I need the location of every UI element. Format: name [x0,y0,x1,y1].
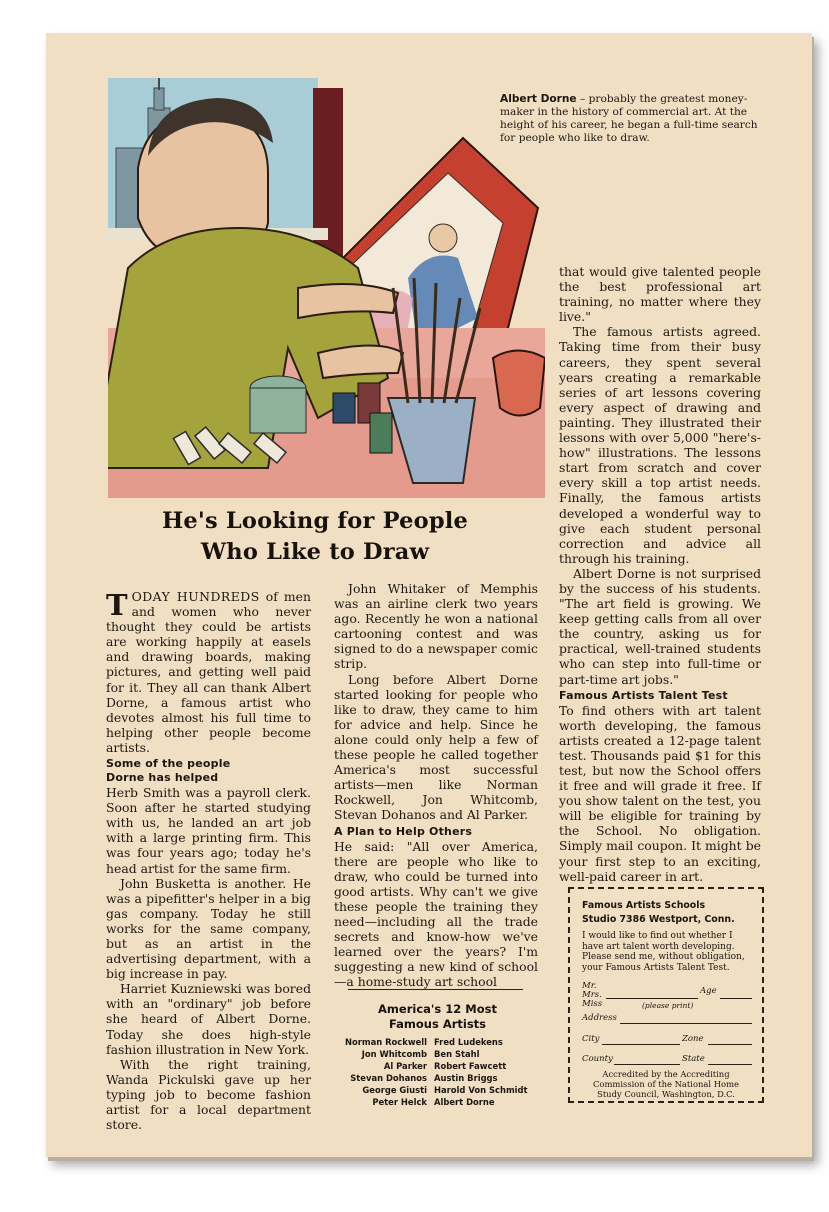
artist-row [330,1060,545,1072]
divider [348,989,523,990]
subheading-talent-test: Famous Artists Talent Test [559,688,728,702]
artists-box-title [340,1002,535,1032]
coupon-body: I would like to find out whether I have art talent worth developing. Please send me, without obligation, your Famous Artists Talent Test. [582,931,745,973]
paragraph: John Busketta is another. He was a pipefitter's helper in a big gas company. Today he still works for the same company, but as an artist in the advertising department, with a big increase in pay. [106,875,311,982]
artist-name: George Giusti [362,1085,427,1095]
address-label: Address [582,1013,617,1023]
subheading-plan: A Plan to Help Others [334,824,473,838]
paragraph: To find others with art talent worth developing, the famous artists created a 12-page talent test. Thousands paid $1 for this test, but now the School offers it free and will grade it free. If you show talent on the test, you will be eligible for training by the School. No obligation. Simply mail coupon. It might be your first step to an exciting, well-paid career in art. [559,702,761,884]
caption-text: – probably the greatest money-maker in the history of commercial art. At the height of his career, he began a full-time search for people who like to draw. [500,93,758,144]
artist-name: Austin Briggs [434,1073,498,1083]
artists-title-line-1: America's 12 Most [378,1002,497,1016]
artist-row [330,1072,545,1084]
artist-row [330,1084,545,1096]
paragraph: Herb Smith was a payroll clerk. Soon after he started studying with us, he landed an art job with a large printing firm. This was four years ago; today he's head artist for the same firm. [106,785,311,876]
illustration-caption [500,93,762,145]
coupon-accreditation: Accredited by the Accrediting Commission of the National Home Study Council, Washington, D.C. [593,1069,739,1099]
artists-title-line-2: Famous Artists [388,1017,487,1031]
county-line[interactable] [614,1064,680,1065]
coupon-studio: Studio 7386 Westport, Conn. [582,914,735,925]
artist-row [330,1096,545,1108]
coupon-header [582,899,735,927]
article-column-3 [559,264,761,884]
zone-label: Zone [682,1034,704,1044]
artist-name: Albert Dorne [434,1097,495,1107]
please-print-label: (please print) [642,1001,694,1010]
caption-name: Albert Dorne [500,93,577,105]
headline [100,506,530,568]
age-label: Age [700,986,717,996]
address-line[interactable] [620,1023,752,1024]
mail-coupon[interactable] [568,887,764,1103]
mrs-label: Mrs. [582,990,602,1000]
paragraph: With the right training, Wanda Pickulski gave up her typing job to become fashion artist for a local department store. [106,1056,311,1133]
artist-name: Robert Fawcett [434,1061,507,1071]
drop-cap: T [106,588,128,622]
miss-label: Miss [582,999,603,1009]
paragraph: John Whitaker of Memphis was an airline clerk two years ago. Recently he won a national cartooning contest and was signed to do a newspaper comic strip. [334,581,538,672]
county-label: County [582,1054,613,1064]
article-column-2 [334,581,538,989]
artist-name: Stevan Dohanos [350,1073,427,1083]
city-line[interactable] [602,1044,680,1045]
lead-caps: ODAY HUNDREDS [131,589,260,604]
artist-name: Al Parker [383,1061,427,1071]
artist-name: Ben Stahl [434,1049,480,1059]
article-column-1 [106,589,311,1132]
artist-name: Jon Whitcomb [361,1049,427,1059]
subheading-people-helped-2: Dorne has helped [106,771,219,785]
paragraph: Long before Albert Dorne started looking for people who like to draw, they came to him for advice and help. Since he alone could only help a few of these people he called together America's most successful artists—men like Norman Rockwell, Jon Whitcomb, Stevan Dohanos and Al Parker. [334,671,538,823]
subheading-people-helped-1: Some of the people [106,757,231,771]
coupon-school: Famous Artists Schools [582,900,706,911]
city-label: City [582,1034,600,1044]
artist-name: Harold Von Schmidt [434,1085,528,1095]
artist-name: Peter Helck [372,1097,427,1107]
age-line[interactable] [720,998,752,999]
headline-line-1: He's Looking for People [161,508,469,534]
mr-label: Mr. [582,981,597,991]
state-line[interactable] [708,1064,752,1065]
paragraph: Albert Dorne is not surprised by the success of his students. "The art field is growing. We keep getting calls from all over the country, asking us for practical, well-trained students who can step into full-time or part-time art jobs." [559,565,761,687]
artist-name: Fred Ludekens [434,1037,503,1047]
state-label: State [682,1054,705,1064]
artists-list [330,1036,545,1108]
artist-name: Norman Rockwell [344,1037,427,1047]
headline-line-2: Who Like to Draw [200,539,430,565]
paragraph: that would give talented people the best professional art training, no matter where they live." [559,264,761,325]
name-line[interactable] [606,998,698,999]
zone-line[interactable] [708,1044,752,1045]
paragraph: The famous artists agreed. Taking time from their busy careers, they spent several years creating a remarkable series of art lessons covering every aspect of drawing and painting. They illustrated their lessons with over 5,000 "here's-how" illustrations. The lessons start from scratch and cover every skill a top artist needs. Finally, the famous artists developed a wonderful way to give each student personal correction and advice all through his training. [559,324,761,566]
albert-dorne-illustration [108,78,545,498]
intro-text: of men and women who never thought they could be artists are working happily at easels and drawing boards, making pictures, and getting well paid for it. They all can thank Albert Dorne, a famous artist who devotes almost his full time to helping other people become artists. [106,589,311,755]
intro-paragraph [106,589,311,755]
artist-row [330,1048,545,1060]
artist-row [330,1036,545,1048]
paragraph: He said: "All over America, there are people who like to draw, who could be turned into good artists. Why can't we give these people the training they need—including all the trade secrets and know-how we've learned over the years? I'm suggesting a new kind of school—a home-study art school [334,838,538,990]
paragraph: Harriet Kuzniewski was bored with an "ordinary" job before she heard of Albert Dorne. Today she does high-style fashion illustration in New York. [106,981,311,1057]
